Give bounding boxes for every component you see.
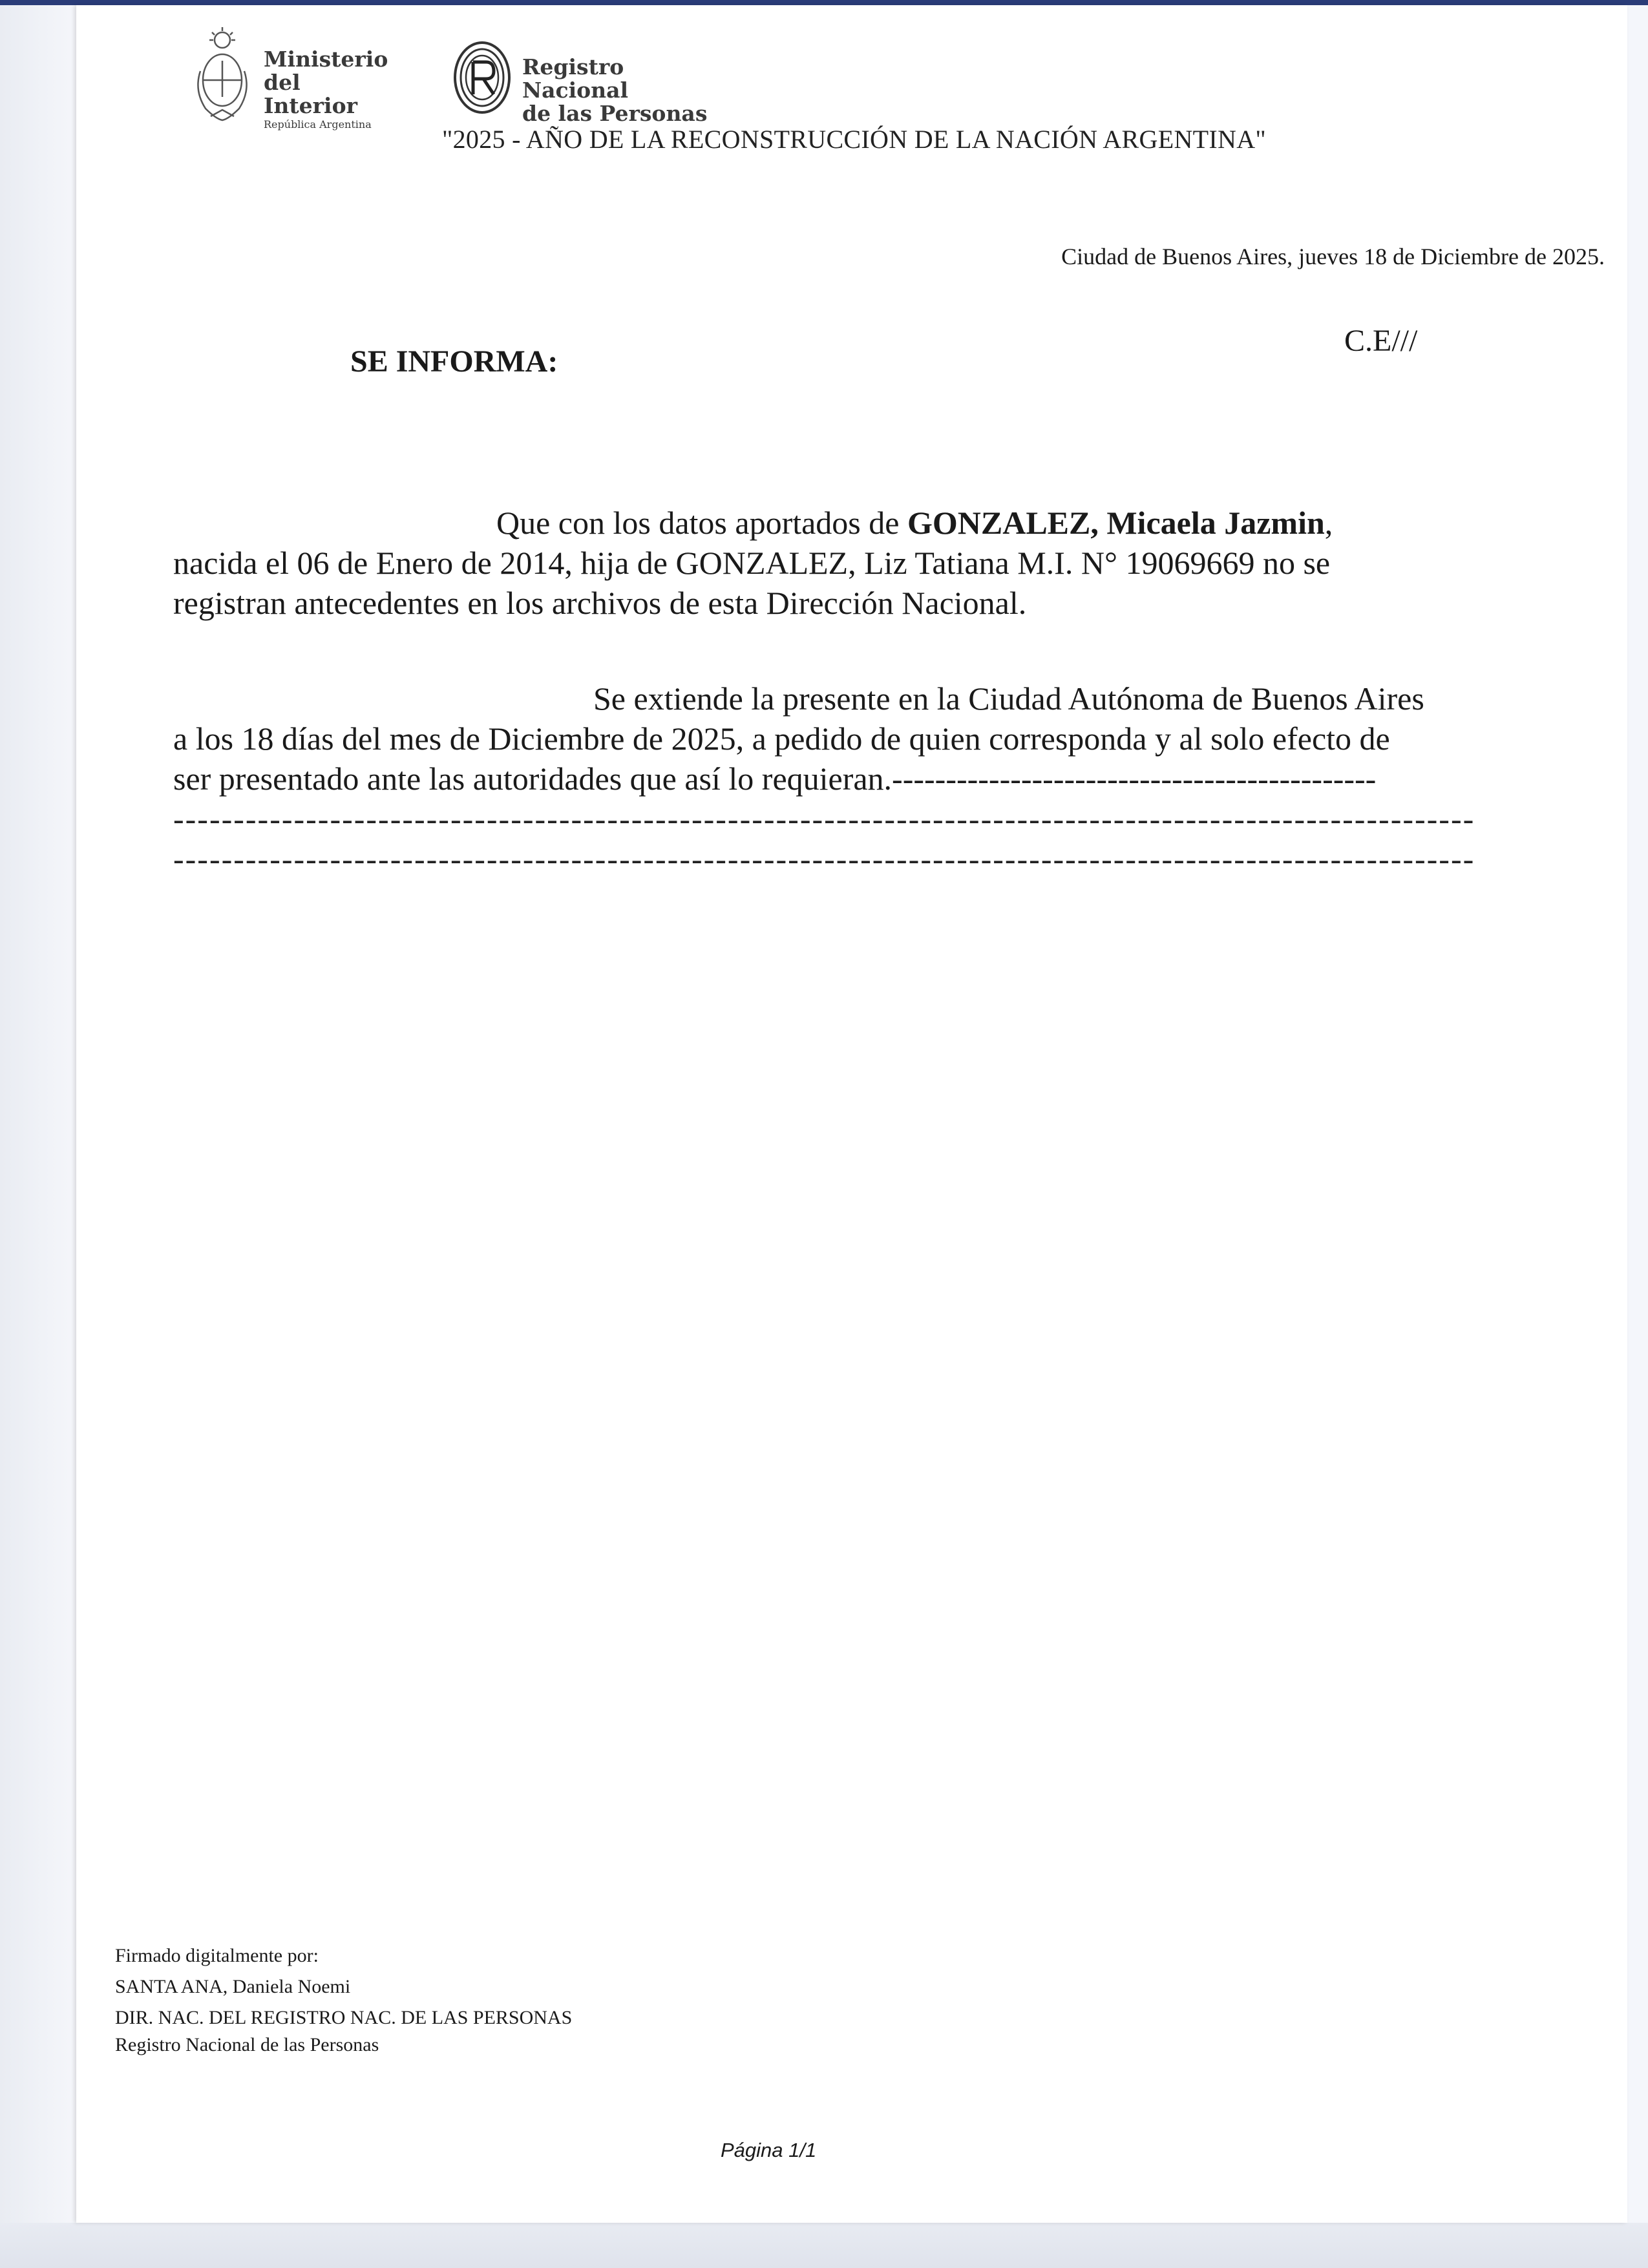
renaper-logo	[452, 39, 724, 126]
reference-code: C.E///	[1344, 324, 1418, 358]
scan-edge-bottom	[0, 2223, 1648, 2268]
signer-position: DIR. NAC. DEL REGISTRO NAC. DE LAS PERSONAS	[115, 2007, 573, 2028]
signer-organization: Registro Nacional de las Personas	[115, 2034, 379, 2055]
coat-of-arms-icon	[191, 26, 253, 123]
place-and-date: Ciudad de Buenos Aires, jueves 18 de Diciembre de 2025.	[1061, 244, 1605, 269]
letterhead	[0, 0, 1648, 168]
ministry-logo	[191, 26, 395, 131]
dash-filler-line: ------------------------------------------------------------------------------------------------------------	[173, 841, 1475, 877]
paragraph-informe	[173, 503, 1511, 623]
ministry-country: República Argentina	[264, 118, 372, 131]
paragraph-extension	[173, 678, 1511, 879]
signature-label: Firmado digitalmente por:	[115, 1945, 319, 1966]
text-segment: ,	[1324, 505, 1333, 541]
renaper-r-icon	[452, 39, 514, 115]
document-heading: SE INFORMA:	[350, 344, 558, 379]
registry-name-line1: Registro Nacional	[522, 54, 629, 103]
scan-edge-left	[0, 0, 84, 2268]
paragraph-line: registran antecedentes en los archivos de esta Dirección Nacional.	[173, 585, 1027, 621]
ministry-name-line2: del Interior	[264, 70, 357, 118]
subject-name: GONZALEZ, Micaela Jazmin	[907, 505, 1325, 541]
signer-name: SANTA ANA, Daniela Noemi	[115, 1976, 351, 1997]
text-segment: Que con los datos aportados de	[496, 505, 907, 541]
digital-signature-block	[115, 1942, 572, 2059]
ministry-name-line1: Ministerio	[264, 47, 388, 72]
registry-name-line2: de las Personas	[522, 101, 708, 126]
paragraph-line: nacida el 06 de Enero de 2014, hija de GONZALEZ, Liz Tatiana M.I. N° 19069669 no se	[173, 545, 1331, 581]
dash-filler-line: ------------------------------------------------------------------------------------------------------------	[173, 801, 1475, 837]
paragraph-line: ser presentado ante las autoridades que así lo requieran.---------------------------------------------	[173, 761, 1377, 797]
paragraph-line: a los 18 días del mes de Diciembre de 2025, a pedido de quien corresponda y al solo efecto de	[173, 720, 1390, 757]
year-motto: "2025 - AÑO DE LA RECONSTRUCCIÓN DE LA NACIÓN ARGENTINA"	[442, 125, 1267, 154]
paragraph-line: Se extiende la presente en la Ciudad Autónoma de Buenos Aires	[593, 680, 1424, 717]
paragraph-line	[173, 503, 1511, 543]
page-number: Página 1/1	[721, 2139, 817, 2161]
